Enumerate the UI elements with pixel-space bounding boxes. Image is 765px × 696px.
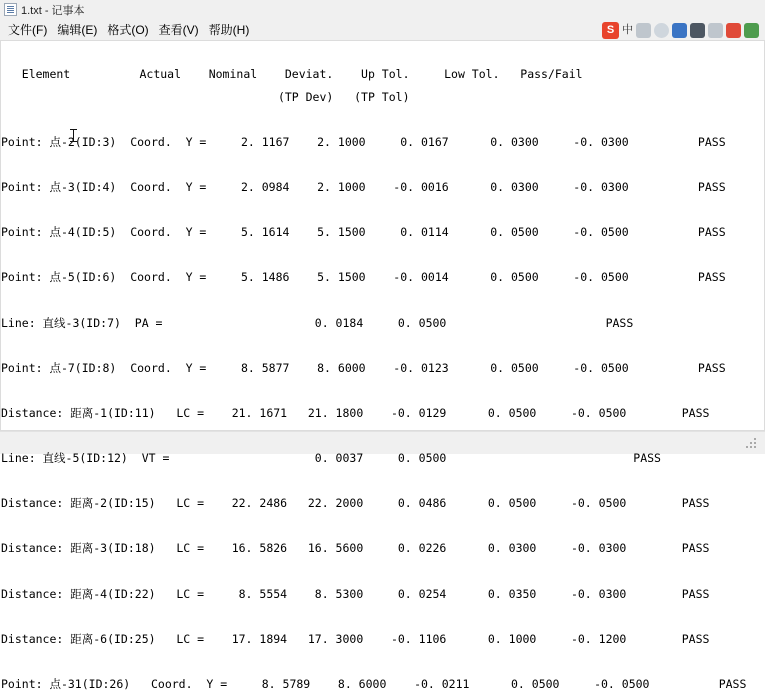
skin-icon[interactable] <box>726 23 741 38</box>
text-line: Point: 点-3(ID:4) Coord. Y = 2. 0984 2. 1000 -0. 0016 0. 0300 -0. 0300 PASS <box>1 179 726 194</box>
text-line: Distance: 距离-4(ID:22) LC = 8. 5554 8. 5300 0. 0254 0. 0350 -0. 0300 PASS <box>1 586 710 601</box>
menu-icon[interactable] <box>744 23 759 38</box>
text-line <box>1 153 764 176</box>
sogou-logo-icon[interactable]: S <box>602 22 619 39</box>
text-line <box>1 334 764 357</box>
ime-punctuation-icon[interactable] <box>636 23 651 38</box>
text-line: Distance: 距离-6(ID:25) LC = 17. 1894 17. 3000 -0. 1106 0. 1000 -0. 1200 PASS <box>1 631 710 646</box>
toolbox-icon[interactable] <box>708 23 723 38</box>
ime-toolbar <box>602 21 759 39</box>
text-line <box>1 379 764 402</box>
menu-view[interactable]: 查看(V) <box>158 23 199 37</box>
resize-grip-icon[interactable] <box>745 437 757 449</box>
menu-file[interactable]: 文件(F) <box>8 23 48 37</box>
text-line <box>1 108 764 131</box>
title-bar <box>0 0 765 20</box>
text-line <box>1 199 764 222</box>
emoji-icon[interactable] <box>654 23 669 38</box>
text-line: Distance: 距离-2(ID:15) LC = 22. 2486 22. 2000 0. 0486 0. 0500 -0. 0500 PASS <box>1 496 710 511</box>
text-line <box>1 244 764 267</box>
menu-edit[interactable]: 编辑(E) <box>57 23 98 37</box>
text-line: Line: 直线-3(ID:7) PA = 0. 0184 0. 0500 PASS <box>1 315 634 330</box>
notepad-icon <box>4 3 17 16</box>
text-line <box>1 470 764 493</box>
menu-bar <box>0 20 765 40</box>
text-area[interactable] <box>1 41 764 692</box>
text-line <box>1 289 764 312</box>
window-title: 1.txt - 记事本 <box>21 4 85 17</box>
keyboard-icon[interactable] <box>690 23 705 38</box>
text-line <box>1 515 764 538</box>
text-line <box>1 605 764 628</box>
text-area-wrapper <box>0 40 765 692</box>
text-line: Element Actual Nominal Deviat. Up Tol. Low Tol. Pass/Fail <box>1 67 583 81</box>
menu-format[interactable]: 格式(O) <box>107 23 149 37</box>
text-line: Point: 点-4(ID:5) Coord. Y = 5. 1614 5. 1500 0. 0114 0. 0500 -0. 0500 PASS <box>1 225 726 240</box>
menu-help[interactable]: 帮助(H) <box>208 23 250 37</box>
text-line <box>1 425 764 448</box>
text-line: Point: 点-7(ID:8) Coord. Y = 8. 5877 8. 6000 -0. 0123 0. 0500 -0. 0500 PASS <box>1 360 726 375</box>
ime-chinese-icon[interactable]: 中 <box>622 23 633 36</box>
text-line: Distance: 距离-1(ID:11) LC = 21. 1671 21. 1800 -0. 0129 0. 0500 -0. 0500 PASS <box>1 405 710 420</box>
text-line <box>1 650 764 673</box>
text-line: Point: 点-31(ID:26) Coord. Y = 8. 5789 8. 6000 -0. 0211 0. 0500 -0. 0500 PASS <box>1 677 747 692</box>
text-line: Line: 直线-5(ID:12) VT = 0. 0037 0. 0500 PASS <box>1 451 661 466</box>
voice-input-icon[interactable] <box>672 23 687 38</box>
text-line: Point: 点-2(ID:3) Coord. Y = 2. 1167 2. 1000 0. 0167 0. 0300 -0. 0300 PASS <box>1 134 726 149</box>
text-line <box>1 560 764 583</box>
text-line: Distance: 距离-3(ID:18) LC = 16. 5826 16. 5600 0. 0226 0. 0300 -0. 0300 PASS <box>1 541 710 556</box>
text-line: Point: 点-5(ID:6) Coord. Y = 5. 1486 5. 1500 -0. 0014 0. 0500 -0. 0500 PASS <box>1 270 726 285</box>
text-line: (TP Dev) (TP Tol) <box>1 89 410 104</box>
